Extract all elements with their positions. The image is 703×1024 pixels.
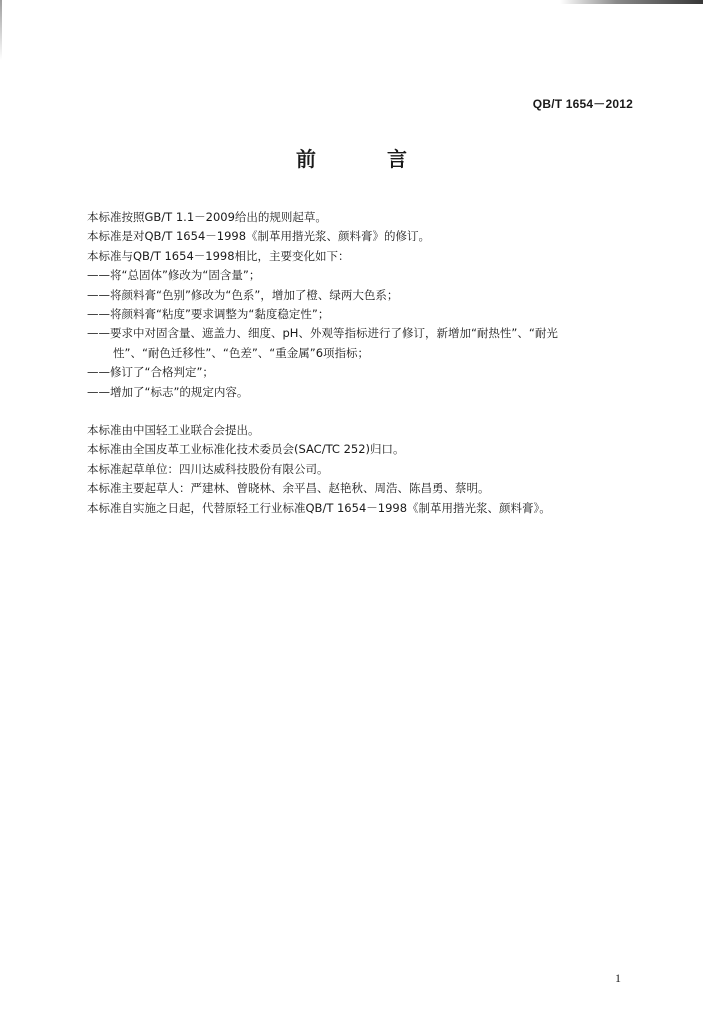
- info-line: 本标准起草单位：四川达威科技股份有限公司。: [87, 461, 329, 476]
- info-line: 本标准自实施之日起，代替原轻工行业标准QB/T 1654－1998《制革用揩光浆、颜料膏》。: [87, 500, 551, 515]
- change-item: ——增加了“标志”的规定内容。: [87, 384, 249, 399]
- info-line: 本标准由中国轻工业联合会提出。: [87, 423, 260, 438]
- change-item: ——将颜料膏“色别”修改为“色系”，增加了橙、绿两大色系；: [87, 287, 399, 302]
- scan-edge-artifact: [560, 0, 703, 4]
- standard-number: QB/T 1654－2012: [532, 97, 633, 111]
- page-number: 1: [615, 971, 621, 985]
- changes-list: [87, 266, 647, 402]
- intro-line: 本标准与QB/T 1654－1998相比，主要变化如下：: [87, 248, 350, 263]
- scan-margin-artifact: [0, 0, 2, 60]
- info-line: 本标准主要起草人：严建林、曾晓林、余平昌、赵艳秋、周浩、陈昌勇、蔡明。: [87, 481, 490, 496]
- change-item: ——要求中对固含量、遮盖力、细度、pH、外观等指标进行了修订，新增加“耐热性”、“耐光: [87, 326, 558, 341]
- change-item: ——修订了“合格判定”；: [87, 365, 214, 380]
- info-paragraph: [87, 421, 647, 518]
- document-body: [87, 208, 647, 518]
- paragraph-spacer: [87, 402, 647, 421]
- intro-paragraph: [87, 208, 647, 266]
- intro-line: 本标准是对QB/T 1654－1998《制革用揩光浆、颜料膏》的修订。: [87, 229, 431, 244]
- intro-line: 本标准按照GB/T 1.1－2009给出的规则起草。: [87, 210, 327, 224]
- change-item: ——将“总固体”修改为“固含量”；: [87, 268, 261, 283]
- change-item-continuation: 性”、“耐色迁移性”、“色差”、“重金属”6项指标；: [113, 345, 370, 360]
- change-item: ——将颜料膏“粘度”要求调整为“黏度稳定性”；: [87, 307, 330, 322]
- info-line: 本标准由全国皮革工业标准化技术委员会(SAC/TC 252)归口。: [87, 442, 405, 457]
- page-title: 前 言: [296, 147, 439, 171]
